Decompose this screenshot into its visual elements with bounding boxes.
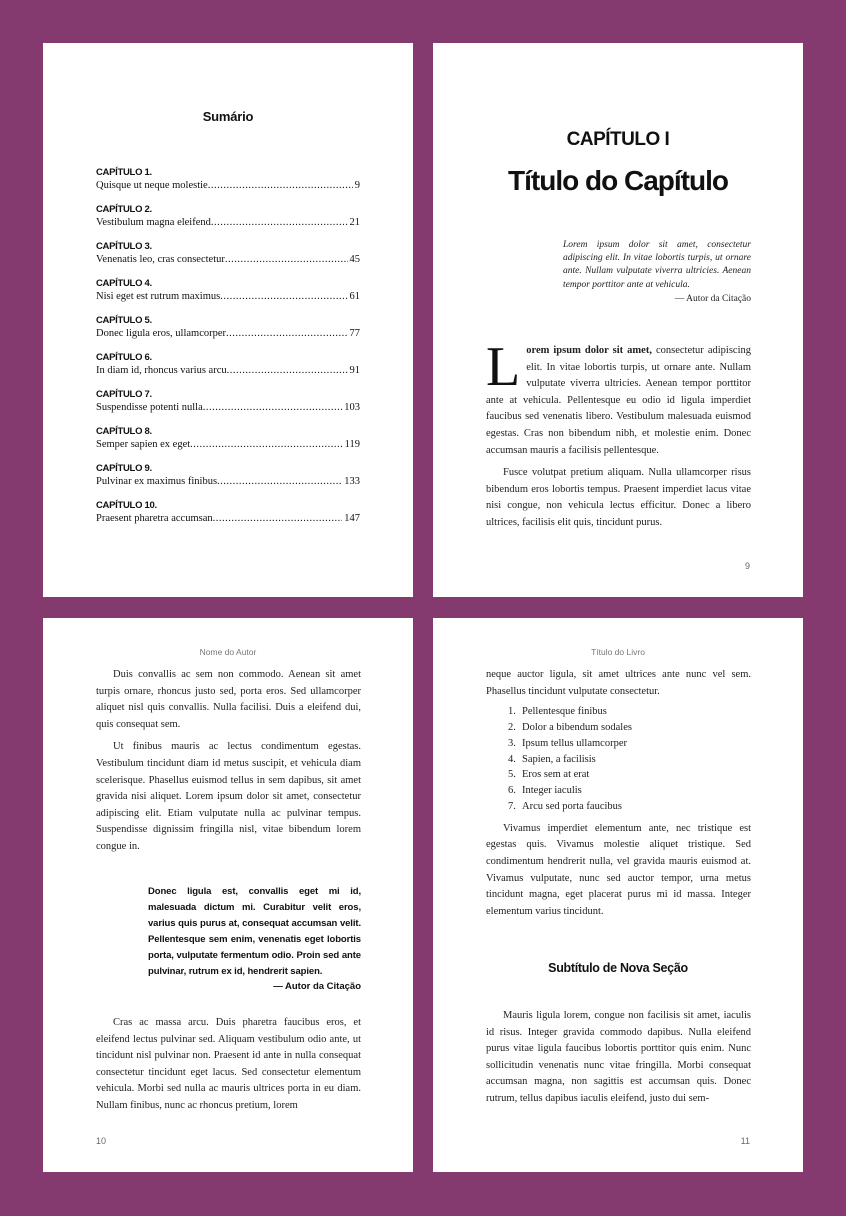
toc-chapter-label: CAPÍTULO 10.: [96, 500, 157, 511]
toc-leader-dots: [190, 438, 342, 452]
toc-chapter-label: CAPÍTULO 7.: [96, 389, 152, 400]
list-item-text: Integer iaculis: [522, 785, 582, 797]
list-item: [486, 752, 751, 768]
list-item: [486, 783, 751, 799]
list-item-text: Ipsum tellus ullamcorper: [522, 737, 627, 749]
toc-entry[interactable]: [96, 166, 360, 203]
body-paragraph: Mauris ligula lorem, congue non facilisis sit amet, iaculis id risus. Integer gravida commodo dapibus. Nulla eleifend purus vitae ligula faucibus lobortis porttitor quis enim. Nunc sollicitudin venenatis nunc vitae fringilla. Morbi consequat accumsan magna, non sagittis est accumsan quis. Donec rutrum, tellus dapibus iaculis eleifend, justo dui sem-: [486, 1010, 751, 1104]
toc-chapter-title: Nisi eget est rutrum maximus: [96, 291, 221, 302]
toc-entry[interactable]: [96, 388, 360, 425]
toc-leader-dots: [226, 327, 347, 341]
list-item-text: Dolor a bibendum sodales: [522, 721, 632, 733]
toc-chapter-label: CAPÍTULO 5.: [96, 315, 152, 326]
chapter-opening-page: [433, 43, 803, 597]
toc-line: [96, 438, 360, 452]
toc-page-number: 103: [344, 402, 360, 413]
toc-entry[interactable]: [96, 314, 360, 351]
toc-entry[interactable]: [96, 499, 360, 536]
list-item: [486, 704, 751, 720]
toc-page-number: 9: [354, 180, 360, 191]
toc-chapter-title: Vestibulum magna eleifend: [96, 217, 211, 228]
toc-chapter-label: CAPÍTULO 3.: [96, 241, 152, 252]
list-item: [486, 736, 751, 752]
toc-chapter-title: Donec ligula eros, ullamcorper: [96, 328, 227, 339]
page-number: 10: [96, 1136, 107, 1146]
section-subtitle: Subtítulo de Nova Seção: [548, 961, 688, 975]
body-paragraph: Ut finibus mauris ac lectus condimentum egestas. Vestibulum tincidunt diam id metus suscipit, et vehicula diam scelerisque. Phasellus euismod tellus in sem dapibus, sit amet gravida nisi aliquet. Lorem ipsum dolor sit amet, consectetur adipiscing elit. Etiam vulputate nulla ac pulvinar tempus. Suspendisse dignissim fringilla nisl, vitae bibendum lorem congue in.: [96, 741, 361, 852]
chapter-label: CAPÍTULO I: [566, 129, 670, 150]
list-item-number: 5.: [508, 769, 516, 781]
list-item-number: 1.: [508, 706, 516, 718]
list-item-number: 3.: [508, 737, 516, 749]
page-body: [96, 667, 361, 856]
toc-entry[interactable]: [96, 351, 360, 388]
toc-list: [96, 166, 360, 536]
toc-page-number: 119: [344, 439, 360, 450]
block-quote: Donec ligula est, convallis eget mi id, malesuada dictum mi. Curabitur velit eros, varius quis purus at, consequat accumsan velit. Pellentesque sem enim, venenatis eget lobortis porta, vulputate fermentum odio. Proin sed ante pulvinar, rutrum ex id, hendrerit sapien.: [148, 886, 361, 977]
toc-chapter-title: Semper sapien ex eget: [96, 439, 191, 450]
list-item: [486, 720, 751, 736]
list-item: [486, 767, 751, 783]
paragraph-text: consectetur adipiscing elit. In vitae lobortis turpis, ut ornare ante. Nullam vulputate viverra ultricies. Aenean tempor porttitor ante at vehicula. Pellentesque eu odio id ligula imperdiet faucibus sed venenatis libero. Vestibulum malesuada euismod egestas. Cras non bibendum nibh, et molestie enim. Donec accumsan mauris a facilisis pellentesque.: [486, 345, 751, 456]
toc-leader-dots: [225, 253, 348, 267]
toc-chapter-label: CAPÍTULO 1.: [96, 167, 152, 178]
toc-chapter-title: Quisque ut neque molestie: [96, 180, 208, 191]
toc-page-number: 45: [349, 254, 360, 265]
toc-page-number: 91: [349, 365, 360, 376]
list-item-number: 4.: [508, 753, 516, 765]
toc-page: [43, 43, 413, 597]
toc-chapter-label: CAPÍTULO 9.: [96, 463, 152, 474]
running-head: Nome do Autor: [199, 647, 257, 657]
list-item-number: 6.: [508, 785, 516, 797]
page-body-continued: [96, 1015, 361, 1115]
toc-entry[interactable]: [96, 277, 360, 314]
toc-leader-dots: [208, 179, 353, 193]
toc-line: [96, 364, 360, 378]
body-paragraph: Fusce volutpat pretium aliquam. Nulla ullamcorper risus bibendum eros lobortis tempus. Praesent imperdiet lacus vitae nisi congue, non vehicula lectus efficitur. Donec a libero ultrices, facilisis elit quis, tincidunt purus.: [486, 467, 751, 528]
block-quote-author: — Autor da Citação: [273, 981, 361, 992]
toc-entry[interactable]: [96, 462, 360, 499]
toc-line: [96, 253, 360, 267]
chapter-body: [486, 336, 751, 532]
toc-entry[interactable]: [96, 203, 360, 240]
toc-page-number: 21: [349, 217, 360, 228]
toc-page-number: 147: [344, 513, 360, 524]
toc-leader-dots: [203, 401, 343, 415]
toc-leader-dots: [217, 475, 342, 489]
toc-chapter-label: CAPÍTULO 2.: [96, 204, 152, 215]
body-paragraph: Vivamus imperdiet elementum ante, nec tristique est egestas quis. Vivamus molestie aliquet tristique. Sed condimentum hendrerit nulla, vel gravida mauris euismod at. Vivamus vulputate, nunc sed auctor tempor, urna metus tincidunt magna, eget placerat purus mi id massa. Integer elementum varius tincidunt.: [486, 822, 751, 917]
toc-line: [96, 512, 360, 526]
lead-in-bold: orem ipsum dolor sit amet,: [526, 345, 652, 356]
list-item-text: Arcu sed porta faucibus: [522, 800, 623, 812]
chapter-title: Título do Capítulo: [508, 165, 728, 196]
toc-line: [96, 475, 360, 489]
epigraph-author: — Autor da Citação: [674, 294, 751, 304]
toc-entry[interactable]: [96, 425, 360, 462]
toc-line: [96, 327, 360, 341]
numbered-list: [486, 704, 751, 815]
page-number: 9: [744, 561, 750, 571]
toc-line: [96, 216, 360, 230]
toc-chapter-title: Praesent pharetra accumsan: [96, 513, 213, 524]
list-item-number: 2.: [508, 721, 516, 733]
running-head: Título do Livro: [591, 647, 645, 657]
list-item-text: Sapien, a facilisis: [522, 753, 596, 765]
toc-title: Sumário: [202, 109, 254, 124]
toc-chapter-title: Suspendisse potenti nulla: [96, 402, 203, 413]
list-item: [486, 799, 751, 815]
toc-chapter-label: CAPÍTULO 6.: [96, 352, 152, 363]
toc-page-number: 77: [349, 328, 360, 339]
drop-cap: L: [486, 336, 521, 398]
body-paragraph: Cras ac massa arcu. Duis pharetra faucibus eros, et eleifend lectus pulvinar sed. Aliquam vestibulum odio ante, ut tincidunt nisl pulvinar non. Praesent id ante in nulla consequat consectetur tincidunt eget lacus. Sed consectetur elementum vehicula. Morbi sed nulla ac mauris ultrices porta in eu diam. Nullam finibus, nunc ac rhoncus pretium, lorem: [96, 1017, 361, 1111]
body-paragraph: neque auctor ligula, sit amet ultrices ante nunc vel sem. Phasellus tincidunt vulputate consectetur.: [486, 669, 751, 697]
toc-chapter-title: Venenatis leo, cras consectetur: [96, 254, 225, 265]
page-number: 11: [740, 1136, 750, 1146]
list-item-number: 7.: [508, 800, 516, 812]
toc-leader-dots: [211, 216, 348, 230]
toc-chapter-label: CAPÍTULO 8.: [96, 426, 152, 437]
toc-chapter-title: In diam id, rhoncus varius arcu: [96, 365, 227, 376]
page-10: [43, 618, 413, 1172]
toc-line: [96, 179, 360, 193]
list-item-text: Pellentesque finibus: [522, 706, 607, 718]
toc-leader-dots: [227, 364, 348, 378]
toc-line: [96, 290, 360, 304]
section-body: [486, 1008, 751, 1108]
toc-chapter-title: Pulvinar ex maximus finibus: [96, 476, 218, 487]
list-item-text: Eros sem at erat: [522, 769, 590, 781]
toc-leader-dots: [220, 290, 347, 304]
toc-line: [96, 401, 360, 415]
page-11: [433, 618, 803, 1172]
body-paragraph: [486, 336, 751, 459]
body-paragraph: Duis convallis ac sem non commodo. Aenean sit amet turpis ornare, rhoncus justo sed, porta eros. Sed ullamcorper aliquet nisl quis convallis. Nulla facilisi. Duis a eleifend dui, quis consequat sem.: [96, 669, 361, 730]
page-body: [486, 667, 751, 920]
toc-chapter-label: CAPÍTULO 4.: [96, 278, 152, 289]
toc-entry[interactable]: [96, 240, 360, 277]
epigraph: Lorem ipsum dolor sit amet, consectetur adipiscing elit. In vitae lobortis turpis, ut ornare ante. Nullam vulputate viverra ultricies. Aenean tempor porttitor ante at vehicula.: [563, 240, 751, 290]
toc-page-number: 133: [344, 476, 360, 487]
toc-leader-dots: [213, 512, 343, 526]
toc-page-number: 61: [349, 291, 360, 302]
